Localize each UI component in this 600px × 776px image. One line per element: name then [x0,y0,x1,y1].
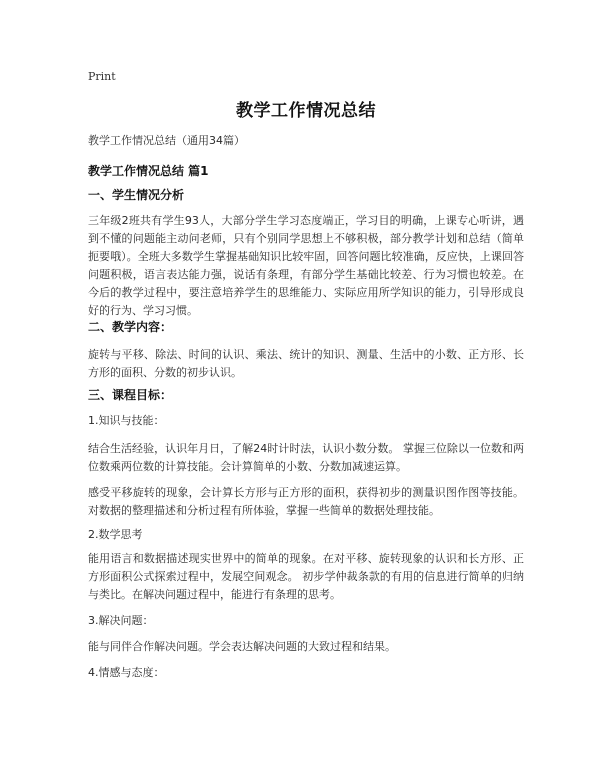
paragraph-teaching-content: 旋转与平移、除法、时间的认识、乘法、统计的知识、测量、生活中的小数、正方形、长方形的面积、分数的初步认识。 [88,348,524,379]
page-title: 教学工作情况总结 [236,101,376,121]
paragraph-knowledge-skills-2: 感受平移旋转的现象，会计算长方形与正方形的面积，获得初步的测量识图作图等技能。对数据的整理描述和分析过程有所体验，掌握一些简单的数据处理技能。 [88,486,524,517]
paragraph-student-analysis: 三年级2班共有学生93人，大部分学生学习态度端正，学习目的明确，上课专心听讲，遇到不懂的问题能主动问老师，只有个别同学思想上不够积极，部分教学计划和总结（简单扼要哦）。全班大多数学生掌握基础知识比较牢固，回答问题比较准确，反应快，上课回答问题积极，语言表达能力强，说话有条理，有部分学生基础比较差、行为习惯也较差。在今后的教学过程中，要注意培养学生的思维能力、实际应用所学知识的能力，引导形成良好的行为、学习习惯。 [88,214,524,317]
subheading-knowledge-skills: 1.知识与技能： [88,414,165,427]
paragraph-math-thinking: 能用语言和数据描述现实世界中的简单的现象。在对平移、旋转现象的认识和长方形、正方形面积公式探索过程中，发展空间观念。 初步学仲裁条款的有用的信息进行简单的归纳与类比。在解决问题过程中，能进行有条理的思考。 [88,552,524,601]
print-label[interactable]: Print [88,70,116,83]
heading-course-goals: 三、课程目标： [88,388,173,402]
subheading-problem-solving: 3.解决问题： [88,614,154,627]
section-title: 教学工作情况总结 篇1 [88,164,209,178]
paragraph-knowledge-skills-1: 结合生活经验，认识年月日，了解24时计时法，认识小数分数。 掌握三位除以一位数和两位数乘两位数的计算技能。会计算简单的小数、分数加减速运算。 [88,442,524,473]
heading-teaching-content: 二、教学内容： [88,320,173,334]
document-subtitle: 教学工作情况总结（通用34篇） [88,134,245,147]
paragraph-problem-solving: 能与同伴合作解决问题。学会表达解决问题的大致过程和结果。 [88,640,396,653]
subheading-math-thinking: 2.数学思考 [88,528,143,541]
subheading-emotion-attitude: 4.情感与态度： [88,666,165,679]
heading-student-analysis: 一、学生情况分析 [88,188,185,202]
